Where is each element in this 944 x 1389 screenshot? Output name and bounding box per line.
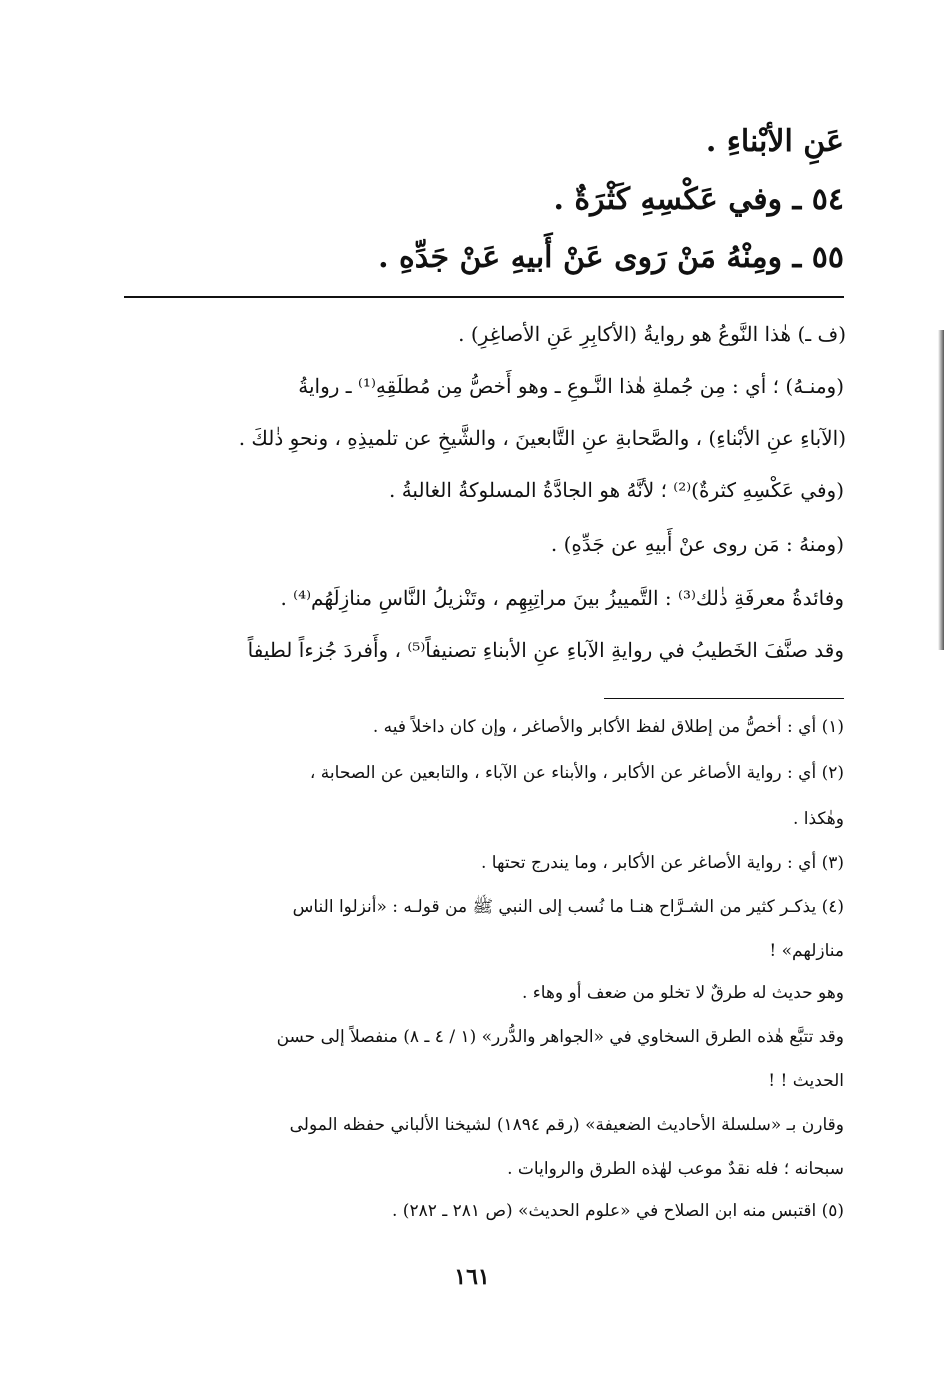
footnote-1: (١) أي : أخصُّ من إطلاق لفظ الأكابر والأصاغر ، وإن كان داخلاً فيه . [372, 717, 844, 737]
footnote-4-para-3: وقد تتبَّع هٰذه الطرق السخاوي في «الجواهر والدُّرر» (١ / ٤ ـ ٨) منفصلاً إلى حسن [276, 1027, 844, 1047]
commentary-line-5: (ومنهُ : مَن روى عنْ أَبيهِ عن جَدِّهِ) . [550, 532, 844, 556]
footnote-4-cont: منازلهم» ! [769, 941, 844, 961]
verse-separator-rule [124, 296, 844, 298]
commentary-line-6: وفائدةُ معرفَةِ ذٰلك⁽³⁾ : التَّمييزُ بينَ مراتِبِهِم ، وتَنْزيلُ النَّاسِ منازِلَهُم⁽⁴⁾ . [280, 586, 844, 610]
scan-edge-shadow [938, 330, 944, 650]
footnote-3: (٣) أي : رواية الأصاغر عن الأكابر ، وما يندرج تحتها . [481, 853, 844, 873]
footnote-4: (٤) يذكـر كثير من الشـرَّاح هنـا ما نُسب إلى النبي ﷺ من قولـه : «أنزلوا الناس [292, 897, 844, 917]
footnote-5: (٥) اقتبس منه ابن الصلاح في «علوم الحديث» (ص ٢٨١ ـ ٢٨٢) . [392, 1201, 844, 1221]
footnote-4-para-4-cont: سبحانه ؛ فله نقدٌ موعب لهٰذه الطرق والروايات . [507, 1159, 844, 1179]
commentary-line-4: (وفي عَكْسِهِ كثرةٌ)⁽²⁾ ؛ لأنَّهُ هو الجادَّةُ المسلوكةُ الغالبةُ . [388, 478, 844, 502]
footnote-4-para-3-cont: الحديث ! ! [768, 1071, 844, 1091]
commentary-line-7: وقد صنَّفَ الخَطيبُ في روايةِ الآباءِ عنِ الأبناءِ تصنيفاً⁽⁵⁾ ، وأَفردَ جُزءاً لطيفاً [247, 638, 844, 662]
footnote-4-para-4: وقارن بـ «سلسلة الأحاديث الضعيفة» (رقم ١٨٩٤) لشيخنا الألباني حفظه المولى [289, 1115, 844, 1135]
verse-54: ٥٤ ـ وفي عَكْسِهِ كَثْرَةٌ . [553, 182, 844, 217]
verse-55: ٥٥ ـ ومِنْهُ مَنْ رَوى عَنْ أَبيهِ عَنْ جَدِّهِ . [378, 240, 844, 275]
page-number: ١٦١ [454, 1264, 490, 1290]
footnote-2-cont: وهٰكذا . [792, 809, 844, 829]
commentary-line-3: (الآباءِ عنِ الأبْناءِ) ، والصَّحابةِ عنِ التَّابعينَ ، والشَّيخِ عن تلميذِهِ ، ونحوِ ذٰلكَ . [238, 426, 846, 450]
footnote-separator-rule [604, 698, 844, 699]
commentary-line-1: (ف ـ) هٰذا النَّوعُ هو روايةُ (الأكابِرِ عَنِ الأصاغِرِ) . [458, 322, 846, 346]
commentary-line-2: (ومنـهُ) ؛ أي : مِن جُملةِ هٰذا النَّـوعِ ـ وهو أَخصُّ مِن مُطلَقِهِ⁽¹⁾ ـ روايةُ [298, 374, 844, 398]
footnote-2: (٢) أي : رواية الأصاغر عن الأكابر ، والأبناء عن الآباء ، والتابعين عن الصحابة ، [309, 763, 844, 783]
footnote-4-para-2: وهو حديث له طرقٌ لا تخلو من ضعف أو وهاء . [521, 983, 844, 1003]
verse-line-continuation: عَنِ الأبْناءِ . [705, 124, 844, 159]
